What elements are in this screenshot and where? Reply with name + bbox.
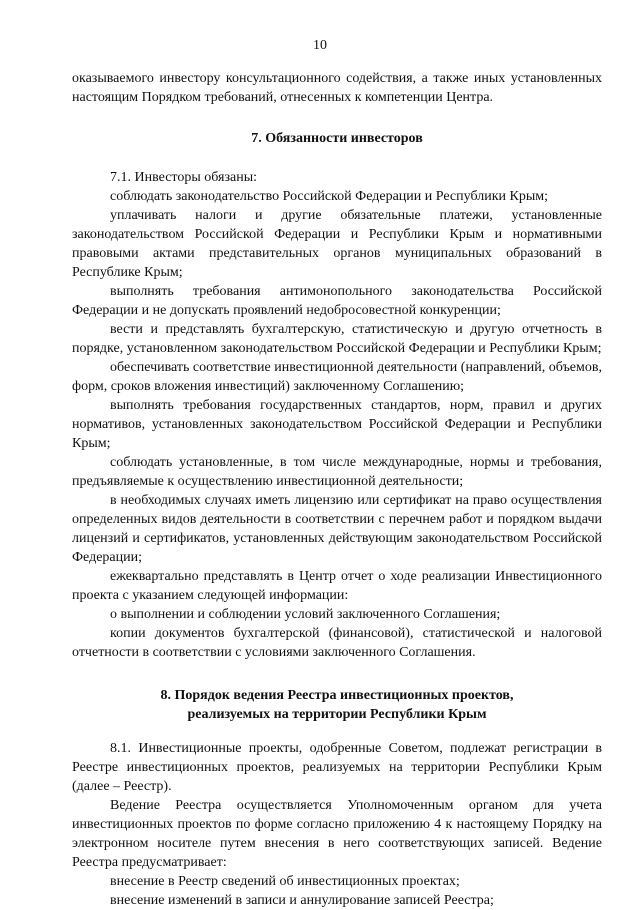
- section-8-heading: [72, 686, 602, 724]
- paragraph: Ведение Реестра осуществляется Уполномоченным органом для учета инвестиционных проектов по форме согласно приложению 4 к настоящему Порядку на электронном носителе путем внесения в него соответствующих записей. Ведение Реестра предусматривает:: [72, 798, 602, 870]
- paragraph: внесение изменений в записи и аннулирование записей Реестра;: [110, 893, 494, 908]
- section-7: [72, 129, 602, 662]
- section-8-heading-line-2: реализуемых на территории Республики Крым: [187, 707, 487, 722]
- page-body: [72, 69, 602, 910]
- top-paragraph: оказываемого инвестору консультационного содействия, а также иных установленных настоящим Порядком требований, отнесенных к компетенции Центра.: [72, 71, 602, 105]
- paragraph: уплачивать налоги и другие обязательные платежи, установленные законодательством Российской Федерации и Республики Крым и нормативными правовыми актами представительных органов муниципальных образований в Республике Крым;: [72, 208, 602, 280]
- paragraph: вести и представлять бухгалтерскую, статистическую и другую отчетность в порядке, установленном законодательством Российской Федерации и Республики Крым;: [72, 322, 602, 356]
- paragraph: ежеквартально представлять в Центр отчет о ходе реализации Инвестиционного проекта с указанием следующей информации:: [72, 569, 602, 603]
- paragraph: соблюдать установленные, в том числе международные, нормы и требования, предъявляемые к осуществлению инвестиционной деятельности;: [72, 455, 602, 489]
- paragraph: выполнять требования антимонопольного законодательства Российской Федерации и не допускать проявлений недобросовестной конкуренции;: [72, 284, 602, 318]
- section-7-heading: 7. Обязанности инвесторов: [251, 131, 423, 146]
- paragraph: соблюдать законодательство Российской Федерации и Республики Крым;: [110, 189, 548, 204]
- section-8-heading-line-1: 8. Порядок ведения Реестра инвестиционных проектов,: [160, 688, 514, 703]
- section-8: [72, 686, 602, 910]
- paragraph: обеспечивать соответствие инвестиционной деятельности (направлений, объемов, форм, сроков вложения инвестиций) заключенному Соглашению;: [72, 360, 602, 394]
- paragraph: 7.1. Инвесторы обязаны:: [110, 170, 257, 185]
- paragraph: внесение в Реестр сведений об инвестиционных проектах;: [110, 874, 460, 889]
- paragraph: в необходимых случаях иметь лицензию или сертификат на право осуществления определенных видов деятельности в соответствии с перечнем работ и порядком выдачи лицензий и сертификатов, установленных действующим законодательством Российской Федерации;: [72, 493, 602, 565]
- paragraph: 8.1. Инвестиционные проекты, одобренные Советом, подлежат регистрации в Реестре инвестиционных проектов, реализуемых на территории Республики Крым (далее – Реестр).: [72, 741, 602, 794]
- paragraph: копии документов бухгалтерской (финансовой), статистической и налоговой отчетности в соответствии с условиями заключенного Соглашения.: [72, 626, 602, 660]
- page-number: 10: [313, 38, 327, 53]
- paragraph: о выполнении и соблюдении условий заключенного Соглашения;: [110, 607, 501, 622]
- paragraph: выполнять требования государственных стандартов, норм, правил и других нормативов, установленных законодательством Российской Федерации и Республики Крым;: [72, 398, 602, 451]
